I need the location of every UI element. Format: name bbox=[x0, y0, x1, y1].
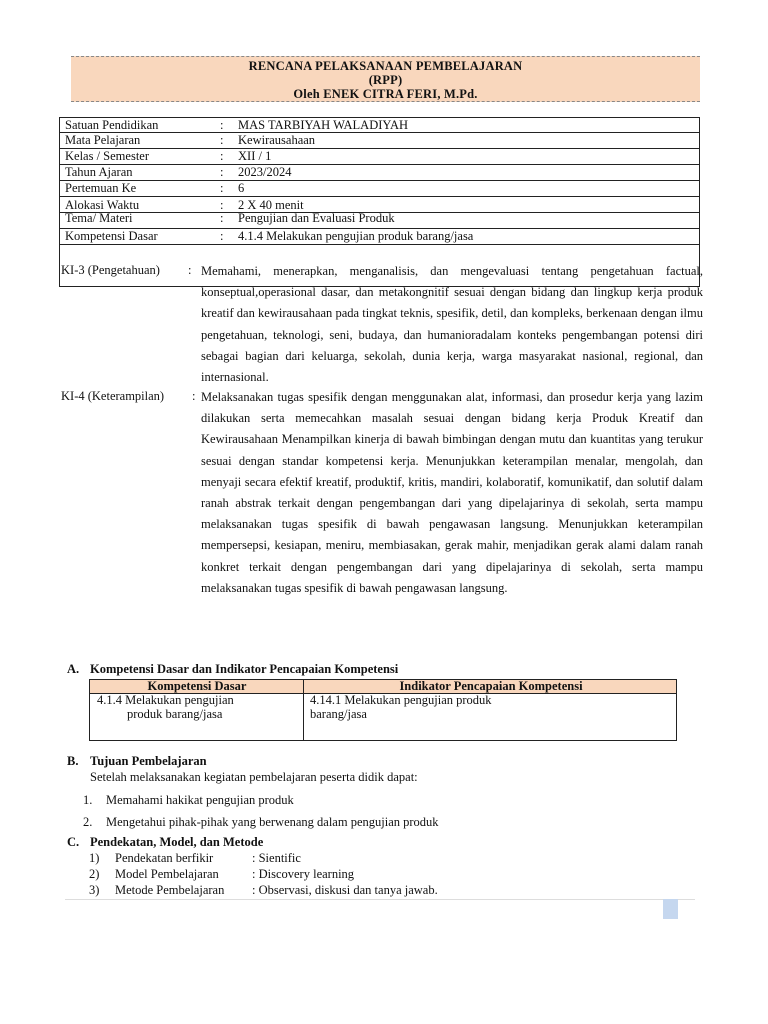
section-a-letter: A. bbox=[67, 662, 80, 676]
info-value: 2023/2024 bbox=[238, 165, 292, 179]
method-label: Pendekatan berfikir bbox=[115, 851, 214, 865]
kd-table-header bbox=[90, 680, 676, 694]
ki4-paragraph: Melaksanakan tugas spesifik dengan menggunakan alat, informasi, dan prosedur kerja yang lazim dilakukan serta memecahkan masalah sesuai dengan bidang kerja Produk Kreatif dan Kewirausahaan Menampilkan kinerja di bawah bimbingan dengan mutu dan kuantitas yang terukur sesuai dengan standar kompetensi kerja. Menunjukkan keterampilan menalar, mengolah, dan menyaji secara efektif kreatif, produktif, kritis, mandiri, kolaboratif, komunikatif, dan solutif dalam ranah abstrak terkait dengan pengembangan dari yang dipelajarinya di sekolah, serta mampu melaksanakan tugas spesifik di bawah pengawasan langsung. Menunjukkan keterampilan mempersepsi, kesiapan, meniru, membiasakan, gerak mahir, menjadikan gerak alami dalam ranah konkret terkait dengan pengembangan dari yang dipelajarinya di sekolah, serta mampu melaksanakan tugas spesifik di bawah pengawasan langsung. bbox=[201, 390, 703, 595]
ki4-label: KI-4 (Keterampilan) bbox=[61, 389, 165, 403]
section-c-letter: C. bbox=[67, 835, 80, 849]
info-separator: : bbox=[220, 181, 224, 195]
info-value: Kewirausahaan bbox=[238, 133, 316, 147]
ki3-text bbox=[201, 261, 703, 388]
list-number: 2. bbox=[83, 815, 93, 829]
info-label: Kompetensi Dasar bbox=[65, 229, 158, 243]
info-value: 4.1.4 Melakukan pengujian produk barang/jasa bbox=[238, 229, 474, 243]
list-number: 1) bbox=[89, 851, 100, 865]
info-row bbox=[60, 211, 699, 227]
info-value: XII / 1 bbox=[238, 149, 272, 163]
info-value: MAS TARBIYAH WALADIYAH bbox=[238, 118, 409, 132]
section-b-letter: B. bbox=[67, 754, 79, 768]
header-subtitle: (RPP) bbox=[368, 73, 403, 87]
method-label: Model Pembelajaran bbox=[115, 867, 219, 881]
document-header bbox=[71, 56, 700, 102]
ipk-cell-line: 4.14.1 Melakukan pengujian produk bbox=[310, 693, 492, 707]
info-row bbox=[60, 149, 699, 165]
header-author: Oleh ENEK CITRA FERI, M.Pd. bbox=[293, 87, 478, 101]
info-value: 2 X 40 menit bbox=[238, 198, 304, 212]
section-c-title: Pendekatan, Model, dan Metode bbox=[90, 835, 264, 849]
info-value: Pengujian dan Evaluasi Produk bbox=[238, 211, 395, 225]
kd-cell bbox=[97, 694, 297, 721]
info-row bbox=[60, 229, 699, 245]
list-number: 3) bbox=[89, 883, 100, 897]
info-row bbox=[60, 181, 699, 197]
info-separator: : bbox=[220, 229, 224, 243]
info-row bbox=[60, 165, 699, 181]
kd-cell-line: produk barang/jasa bbox=[127, 706, 223, 721]
header-title: RENCANA PELAKSANAAN PEMBELAJARAN bbox=[248, 59, 523, 73]
ki4-colon: : bbox=[192, 389, 196, 403]
ipk-cell-line: barang/jasa bbox=[310, 706, 367, 721]
ki4-text bbox=[201, 387, 703, 599]
info-label: Tema/ Materi bbox=[65, 211, 133, 225]
kd-col2-header: Indikator Pencapaian Kompetensi bbox=[399, 679, 583, 693]
kd-col1-header: Kompetensi Dasar bbox=[147, 679, 247, 693]
info-separator: : bbox=[220, 118, 224, 132]
info-separator: : bbox=[220, 149, 224, 163]
ki3-colon: : bbox=[188, 263, 192, 277]
kd-table bbox=[89, 679, 677, 741]
kd-cell-line: 4.1.4 Melakukan pengujian bbox=[97, 693, 234, 707]
ki3-paragraph: Memahami, menerapkan, menganalisis, dan mengevaluasi tentang pengetahuan factual, konseptual,operasional dasar, dan metakongnitif sesuai dengan bidang dan lingkup kerja produk kreatif dan kewirausahaan pada tingkat teknis, spesifik, detil, dan kompleks, berkenaan dengan ilmu pengetahuan, teknologi, seni, budaya, dan humanioradalam konteks pengembangan potensi diri sebagai bagian dari keluarga, sekolah, dunia kerja, warga masyarakat nasional, regional, dan internasional. bbox=[201, 264, 703, 385]
page-scroll-marker[interactable] bbox=[663, 899, 678, 919]
list-number: 1. bbox=[83, 793, 93, 807]
section-b-intro: Setelah melaksanakan kegiatan pembelajaran peserta didik dapat: bbox=[90, 770, 418, 784]
info-row bbox=[60, 133, 699, 149]
info-label: Alokasi Waktu bbox=[65, 198, 140, 212]
list-item: Mengetahui pihak-pihak yang berwenang dalam pengujian produk bbox=[106, 815, 439, 829]
method-label: Metode Pembelajaran bbox=[115, 883, 225, 897]
page-divider bbox=[65, 899, 695, 900]
info-label: Satuan Pendidikan bbox=[65, 118, 159, 132]
method-value: : Discovery learning bbox=[252, 867, 355, 881]
info-label: Tahun Ajaran bbox=[65, 165, 133, 179]
info-separator: : bbox=[220, 133, 224, 147]
info-label: Pertemuan Ke bbox=[65, 181, 137, 195]
method-value: : Sientific bbox=[252, 851, 301, 865]
info-value: 6 bbox=[238, 181, 245, 195]
info-separator: : bbox=[220, 211, 224, 225]
list-number: 2) bbox=[89, 867, 100, 881]
section-a-title: Kompetensi Dasar dan Indikator Pencapaian Kompetensi bbox=[90, 662, 399, 676]
ki3-label: KI-3 (Pengetahuan) bbox=[61, 263, 160, 277]
info-separator: : bbox=[220, 198, 224, 212]
info-label: Mata Pelajaran bbox=[65, 133, 141, 147]
info-separator: : bbox=[220, 165, 224, 179]
list-item: Memahami hakikat pengujian produk bbox=[106, 793, 294, 807]
ipk-cell bbox=[310, 694, 670, 721]
section-b-title: Tujuan Pembelajaran bbox=[90, 754, 207, 768]
method-value: : Observasi, diskusi dan tanya jawab. bbox=[252, 883, 438, 897]
info-label: Kelas / Semester bbox=[65, 149, 150, 163]
